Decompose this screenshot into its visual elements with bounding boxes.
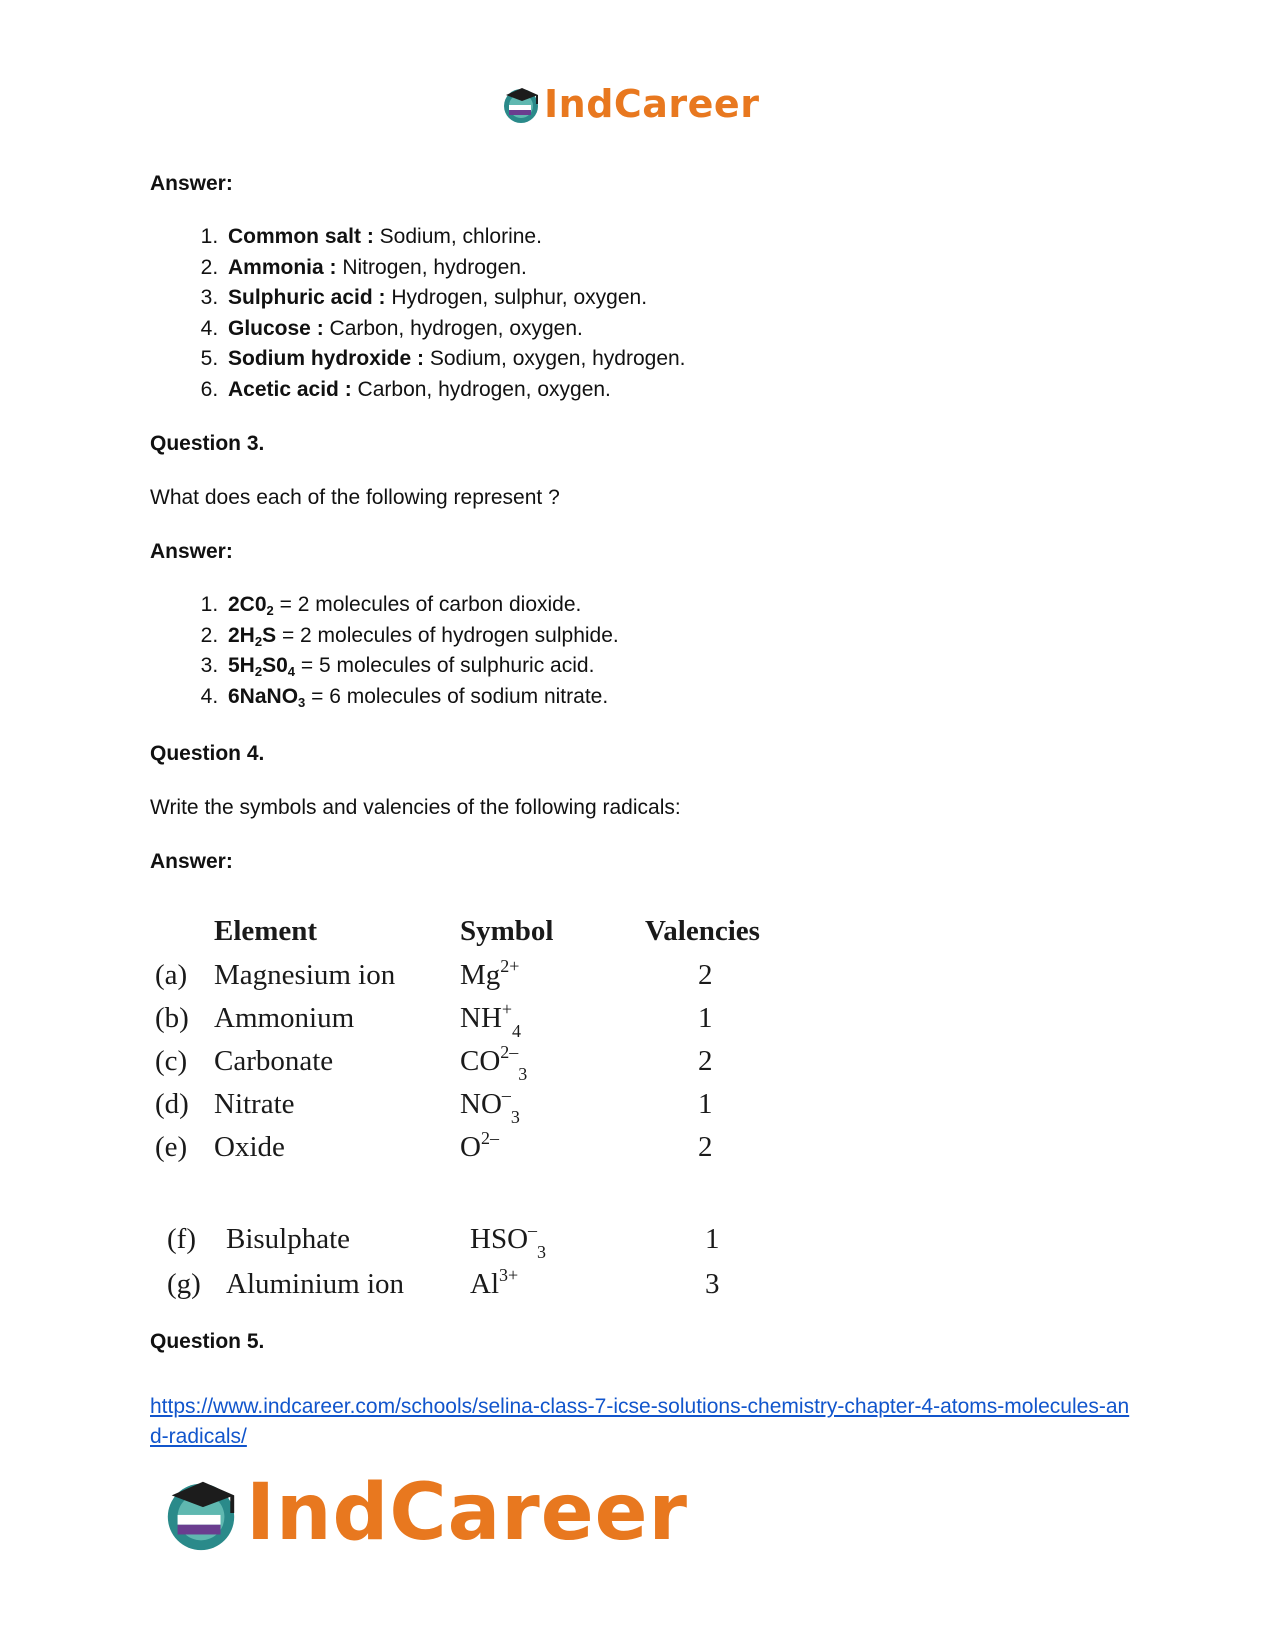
column-header-element: Element xyxy=(214,915,318,947)
column-header-symbol: Symbol xyxy=(460,915,554,947)
table-row: (e) Oxide $O^{2-}$ 2 xyxy=(155,1128,713,1163)
molecules-list xyxy=(150,590,619,712)
list-item: 4. Glucose : Carbon, hydrogen, oxygen. xyxy=(224,314,686,345)
answer-heading: Answer: xyxy=(150,540,233,563)
list-item: 4. 6NaNO$_3$ = 6 molecules of sodium nitrate. xyxy=(224,682,619,713)
question-5-heading: Question 5. xyxy=(150,1330,265,1353)
list-item: 1. $2C0_2 = 2$ molecules of carbon dioxide. xyxy=(224,590,619,621)
question-3-text: What does each of the following represent ? xyxy=(150,486,560,509)
answer-heading: Answer: xyxy=(150,172,233,195)
question-3-heading: Question 3. xyxy=(150,432,265,455)
footer-logo-text: IndCareer xyxy=(246,1468,688,1558)
answer-heading: Answer: xyxy=(150,850,233,873)
table-row: (b) Ammonium $NH^+_4$ 1 xyxy=(155,999,713,1041)
list-item: 2. $2H_2S = 2$ molecules of hydrogen sulphide. xyxy=(224,621,619,652)
table-row: (g) Aluminium ion $Al^{3+}$ 3 xyxy=(167,1265,720,1300)
header-logo xyxy=(500,78,759,130)
question-4-heading: Question 4. xyxy=(150,742,265,765)
list-item: 3. $5H_2S0_4 = 5$ molecules of sulphuric acid. xyxy=(224,651,619,682)
footer-logo xyxy=(160,1468,688,1558)
compound-elements-list xyxy=(150,222,686,405)
graduation-globe-icon xyxy=(160,1472,242,1554)
table-row: (f) Bisulphate $HSO^-_3$ 1 xyxy=(167,1220,720,1262)
header-logo-text: IndCareer xyxy=(544,82,760,126)
table-row: (c) Carbonate $CO^{2-}_3$ 2 xyxy=(155,1042,713,1084)
table-row: (d) Nitrate $NO^-_3$ 1 xyxy=(155,1085,713,1127)
list-item: 2. Ammonia : Nitrogen, hydrogen. xyxy=(224,253,686,284)
column-header-valency: Valencies xyxy=(645,915,760,947)
source-link[interactable]: https://www.indcareer.com/schools/selina-class-7-icse-solutions-chemistry-chapter-4-atoms-molecules-and-radicals/ xyxy=(150,1395,1130,1448)
graduation-globe-icon xyxy=(500,83,542,125)
list-item: 1. Common salt : Sodium, chlorine. xyxy=(224,222,686,253)
question-4-text: Write the symbols and valencies of the following radicals: xyxy=(150,796,681,819)
list-item: 3. Sulphuric acid : Hydrogen, sulphur, oxygen. xyxy=(224,283,686,314)
table-row: (a) Magnesium ion $Mg^{2+}$ 2 xyxy=(155,956,713,991)
list-item: 6. Acetic acid : Carbon, hydrogen, oxygen. xyxy=(224,375,686,406)
list-item: 5. Sodium hydroxide : Sodium, oxygen, hydrogen. xyxy=(224,344,686,375)
